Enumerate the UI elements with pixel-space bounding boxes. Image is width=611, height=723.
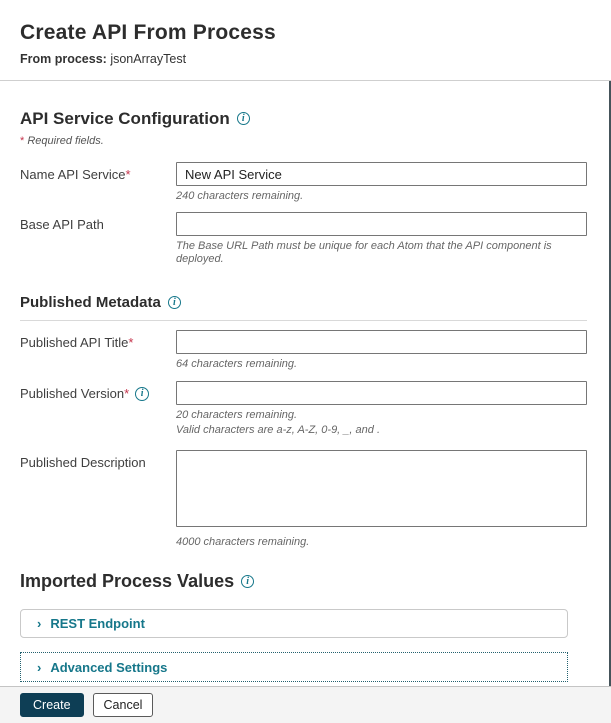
published-metadata-divider	[20, 320, 587, 321]
header-divider	[0, 80, 611, 81]
published-version-input[interactable]	[176, 381, 587, 405]
rest-endpoint-panel[interactable]	[20, 609, 568, 638]
info-icon[interactable]: i	[237, 112, 250, 125]
published-api-title-helper: 64 characters remaining.	[176, 358, 298, 370]
published-api-title-input[interactable]	[176, 330, 587, 354]
required-note-text: Required fields.	[27, 135, 104, 147]
name-api-service-row	[20, 162, 587, 203]
required-asterisk: *	[124, 386, 130, 401]
from-process-value: jsonArrayTest	[110, 52, 187, 66]
base-api-path-row	[20, 212, 587, 266]
cancel-button[interactable]: Cancel	[93, 693, 154, 717]
name-api-service-input[interactable]	[176, 162, 587, 186]
base-api-path-helper: The Base URL Path must be unique for each Atom that the API component is deployed.	[176, 240, 552, 265]
form-body	[0, 108, 611, 682]
published-description-row	[20, 450, 587, 549]
required-asterisk: *	[20, 135, 25, 147]
advanced-settings-panel-label: Advanced Settings	[50, 659, 168, 675]
section-imported-process-values-label: Imported Process Values	[20, 571, 235, 591]
name-api-service-label: Name API Service *	[20, 167, 131, 182]
advanced-settings-panel[interactable]	[20, 652, 568, 682]
published-description-helper: 4000 characters remaining.	[176, 536, 310, 548]
rest-endpoint-panel-label: REST Endpoint	[50, 616, 145, 631]
published-version-label: Published Version * i	[20, 381, 176, 401]
published-version-helper: 20 characters remaining.	[176, 409, 298, 421]
base-api-path-label: Base API Path	[20, 217, 104, 232]
info-icon[interactable]: i	[135, 387, 149, 401]
published-api-title-label: Published API Title *	[20, 335, 134, 350]
chevron-right-icon: ›	[37, 659, 42, 675]
name-api-service-helper: 240 characters remaining.	[176, 190, 304, 202]
published-version-row	[20, 381, 587, 437]
base-api-path-input[interactable]	[176, 212, 587, 236]
section-published-metadata-label: Published Metadata	[20, 294, 161, 311]
from-process-subtitle	[20, 52, 591, 67]
section-api-service-configuration-label: API Service Configuration	[20, 109, 230, 128]
published-description-textarea[interactable]	[176, 450, 587, 527]
published-api-title-row	[20, 330, 587, 371]
page-header	[0, 0, 611, 67]
section-imported-process-values	[20, 571, 587, 592]
required-fields-note	[20, 135, 587, 147]
published-description-label: Published Description	[20, 455, 146, 470]
published-version-helper-2: Valid characters are a-z, A-Z, 0-9, _, and .	[176, 424, 380, 436]
required-asterisk: *	[125, 167, 131, 182]
footer-action-bar	[0, 686, 611, 723]
required-asterisk: *	[128, 335, 134, 350]
info-icon[interactable]: i	[168, 296, 181, 309]
create-button[interactable]: Create	[20, 693, 84, 717]
chevron-right-icon: ›	[37, 616, 42, 631]
section-api-service-configuration	[20, 108, 587, 129]
info-icon[interactable]: i	[241, 575, 254, 588]
from-process-label: From process:	[20, 52, 107, 66]
section-published-metadata	[20, 292, 587, 313]
page-title: Create API From Process	[20, 21, 276, 44]
